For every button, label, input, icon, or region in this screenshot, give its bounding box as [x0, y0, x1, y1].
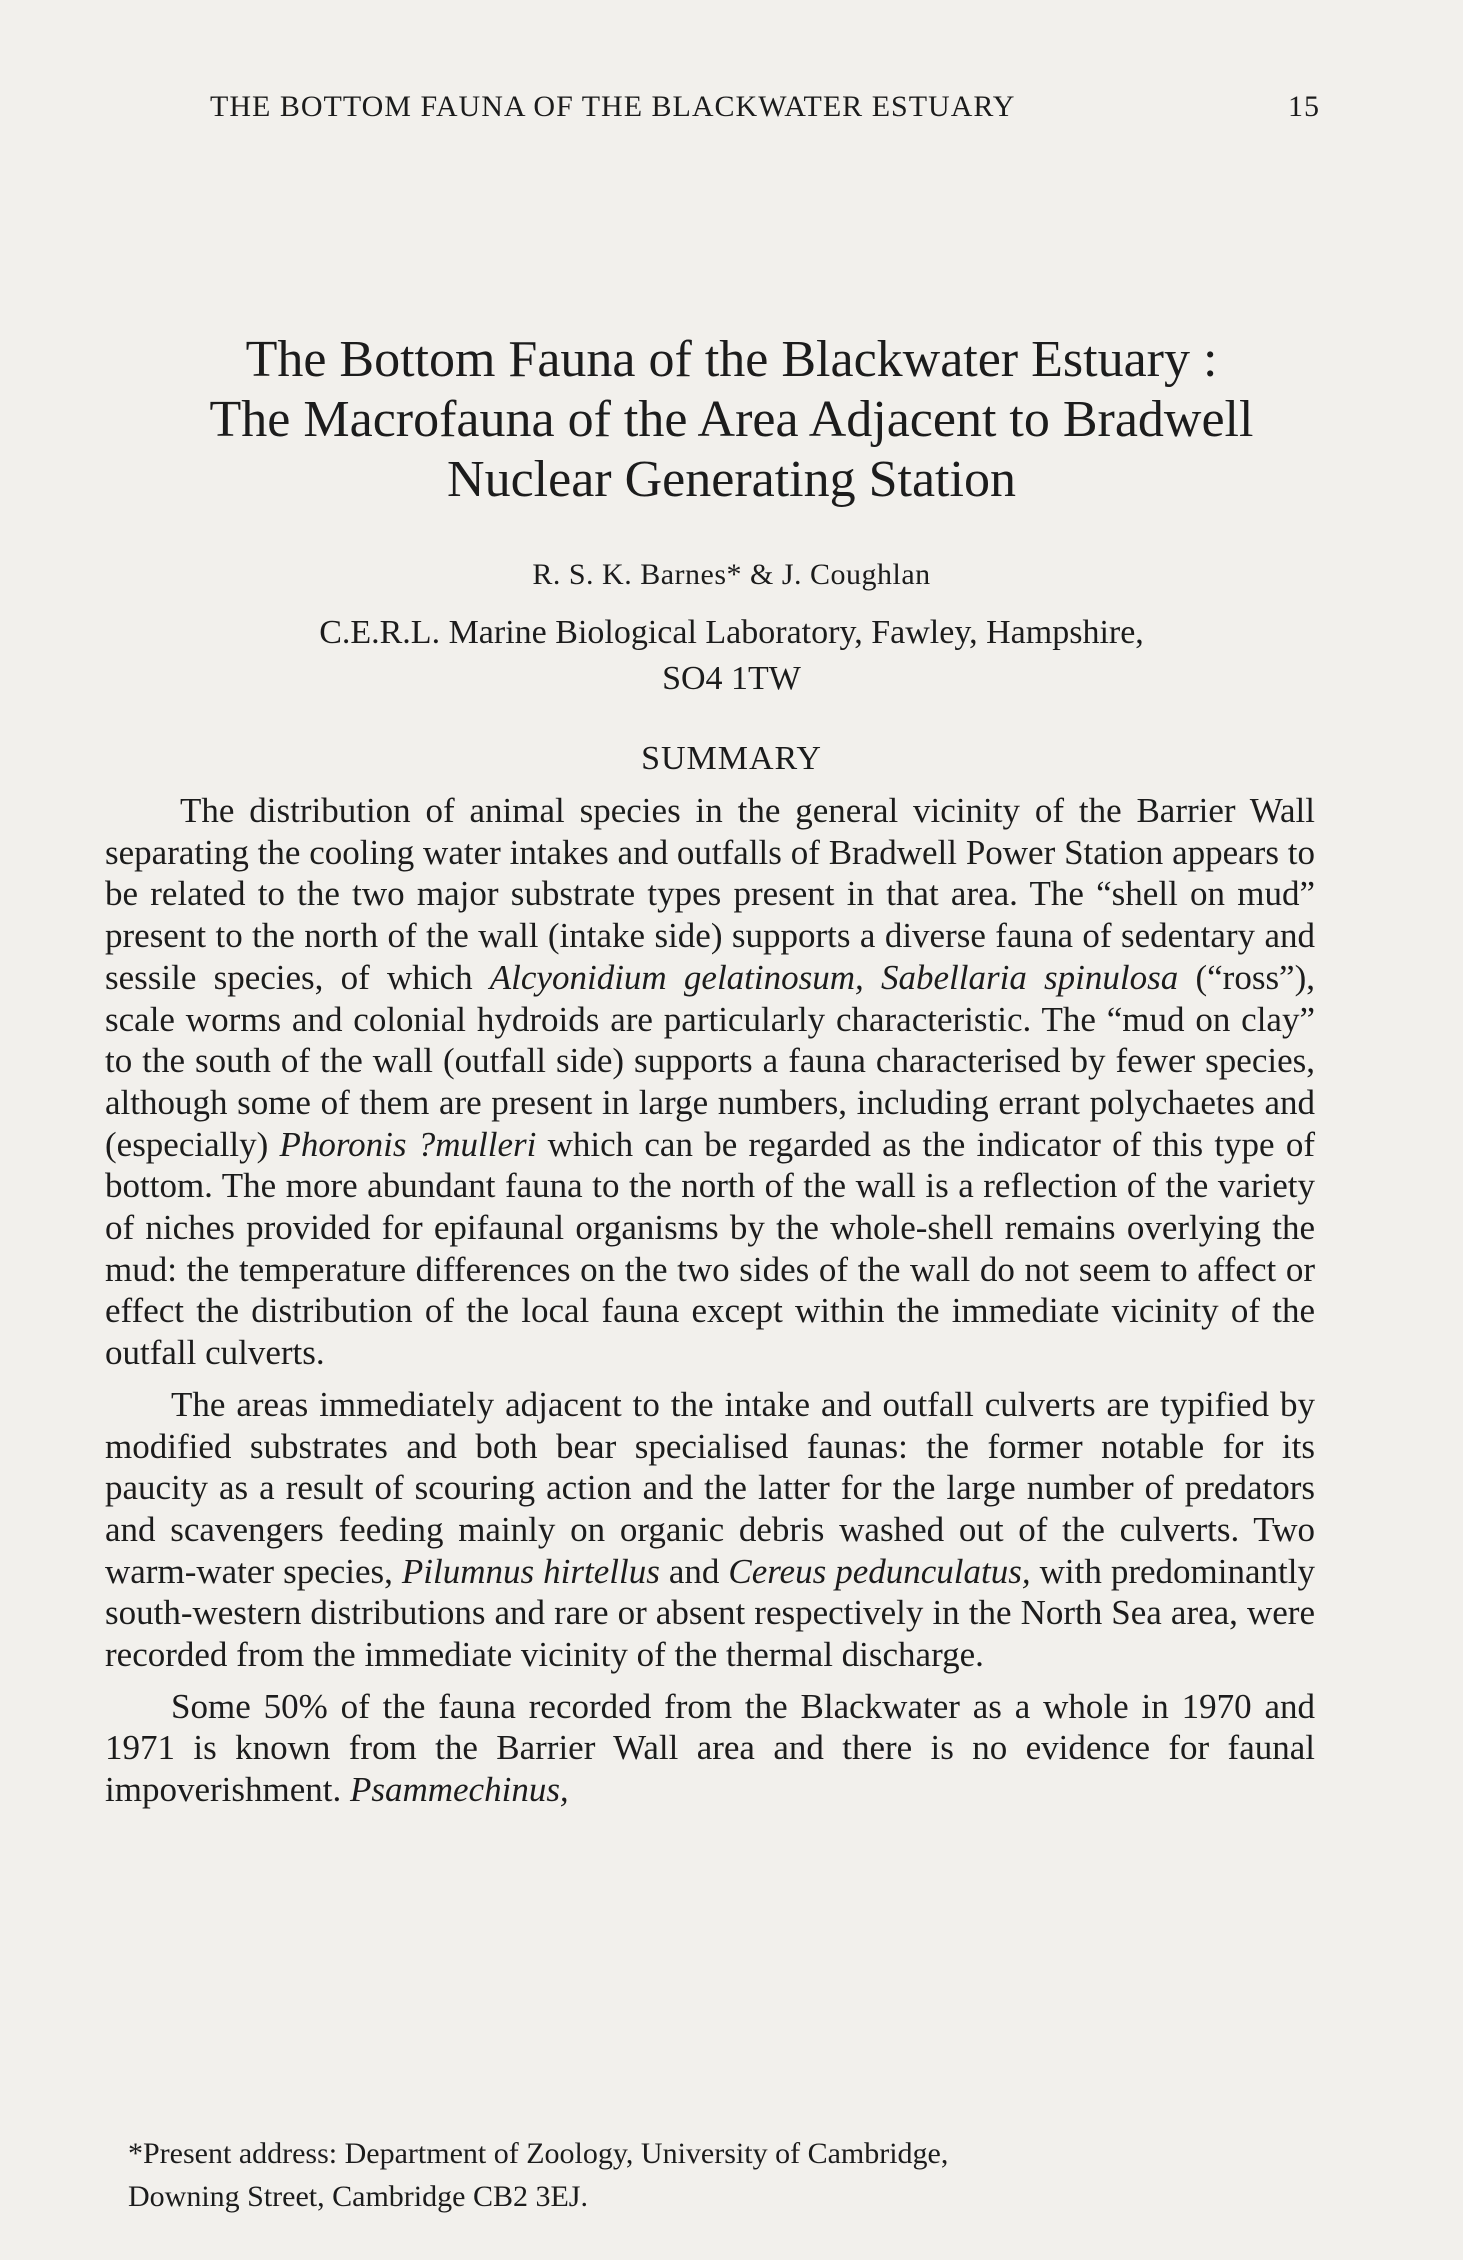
- summary-body: [105, 790, 1315, 1821]
- species-name: Alcyonidium gelatinosum, Sabellaria spinulosa: [489, 957, 1179, 997]
- article-title: [100, 330, 1363, 510]
- running-header: [210, 90, 1320, 124]
- footnote-line-1: *Present address: Department of Zoology, University of Cambridge,: [128, 2137, 949, 2170]
- affiliation-line-1: C.E.R.L. Marine Biological Laboratory, Fawley, Hampshire,: [319, 614, 1144, 651]
- running-title: THE BOTTOM FAUNA OF THE BLACKWATER ESTUARY: [210, 90, 1016, 123]
- summary-heading: SUMMARY: [641, 740, 822, 777]
- footnote-line-2: Downing Street, Cambridge CB2 3EJ.: [128, 2180, 588, 2213]
- title-line-1: The Bottom Fauna of the Blackwater Estuary :: [245, 331, 1218, 388]
- affiliation: [170, 610, 1293, 702]
- affiliation-line-2: SO4 1TW: [662, 660, 801, 697]
- title-line-2: The Macrofauna of the Area Adjacent to Bradwell: [209, 391, 1254, 448]
- species-name: Pilumnus hirtellus: [401, 1551, 660, 1591]
- summary-paragraph-1: The distribution of animal species in the general vicinity of the Barrier Wall separating the cooling water intakes and outfalls of Bradwell Power Station appears to be related to the two major substrate types present in that area. The “shell on mud” present to the north of the wall (intake side) supports a diverse fauna of sedentary and sessile species, of which Alcyonidium gelatinosum, Sabellaria spinulosa (“ross”), scale worms and colonial hydroids are particularly characteristic. The “mud on clay” to the south of the wall (outfall side) supports a fauna characterised by fewer species, although some of them are present in large numbers, including errant polychaetes and (especially) Phoronis ?mulleri which can be regarded as the indicator of this type of bottom. The more abundant fauna to the north of the wall is a reflection of the variety of niches provided for epifaunal organisms by the whole-shell remains overlying the mud: the temperature differences on the two sides of the wall do not seem to affect or effect the distribution of the local fauna except within the immediate vicinity of the outfall culverts.: [105, 791, 1316, 1373]
- species-name: Phoronis ?mulleri: [279, 1124, 537, 1164]
- species-name: Psammechinus,: [349, 1770, 569, 1810]
- summary-paragraph-3: Some 50% of the fauna recorded from the Blackwater as a whole in 1970 and 1971 is known from the Barrier Wall area and there is no evidence for faunal impoverishment. Psammechinus,: [105, 1686, 1315, 1810]
- summary-paragraph-2: The areas immediately adjacent to the intake and outfall culverts are typified by modified substrates and both bear specialised faunas: the former notable for its paucity as a result of scouring action and the latter for the large number of predators and scavengers feeding mainly on organic debris washed out of the culverts. Two warm-water species, Pilumnus hirtellus and Cereus pedunculatus, with predominantly south-western distributions and rare or absent respectively in the North Sea area, were recorded from the immediate vicinity of the thermal discharge.: [105, 1384, 1315, 1675]
- title-line-3: Nuclear Generating Station: [447, 451, 1016, 508]
- species-name: Cereus pedunculatus,: [728, 1551, 1031, 1591]
- authors: R. S. K. Barnes* & J. Coughlan: [532, 558, 931, 591]
- footnote: [128, 2132, 1318, 2218]
- page-number: 15: [1288, 90, 1320, 123]
